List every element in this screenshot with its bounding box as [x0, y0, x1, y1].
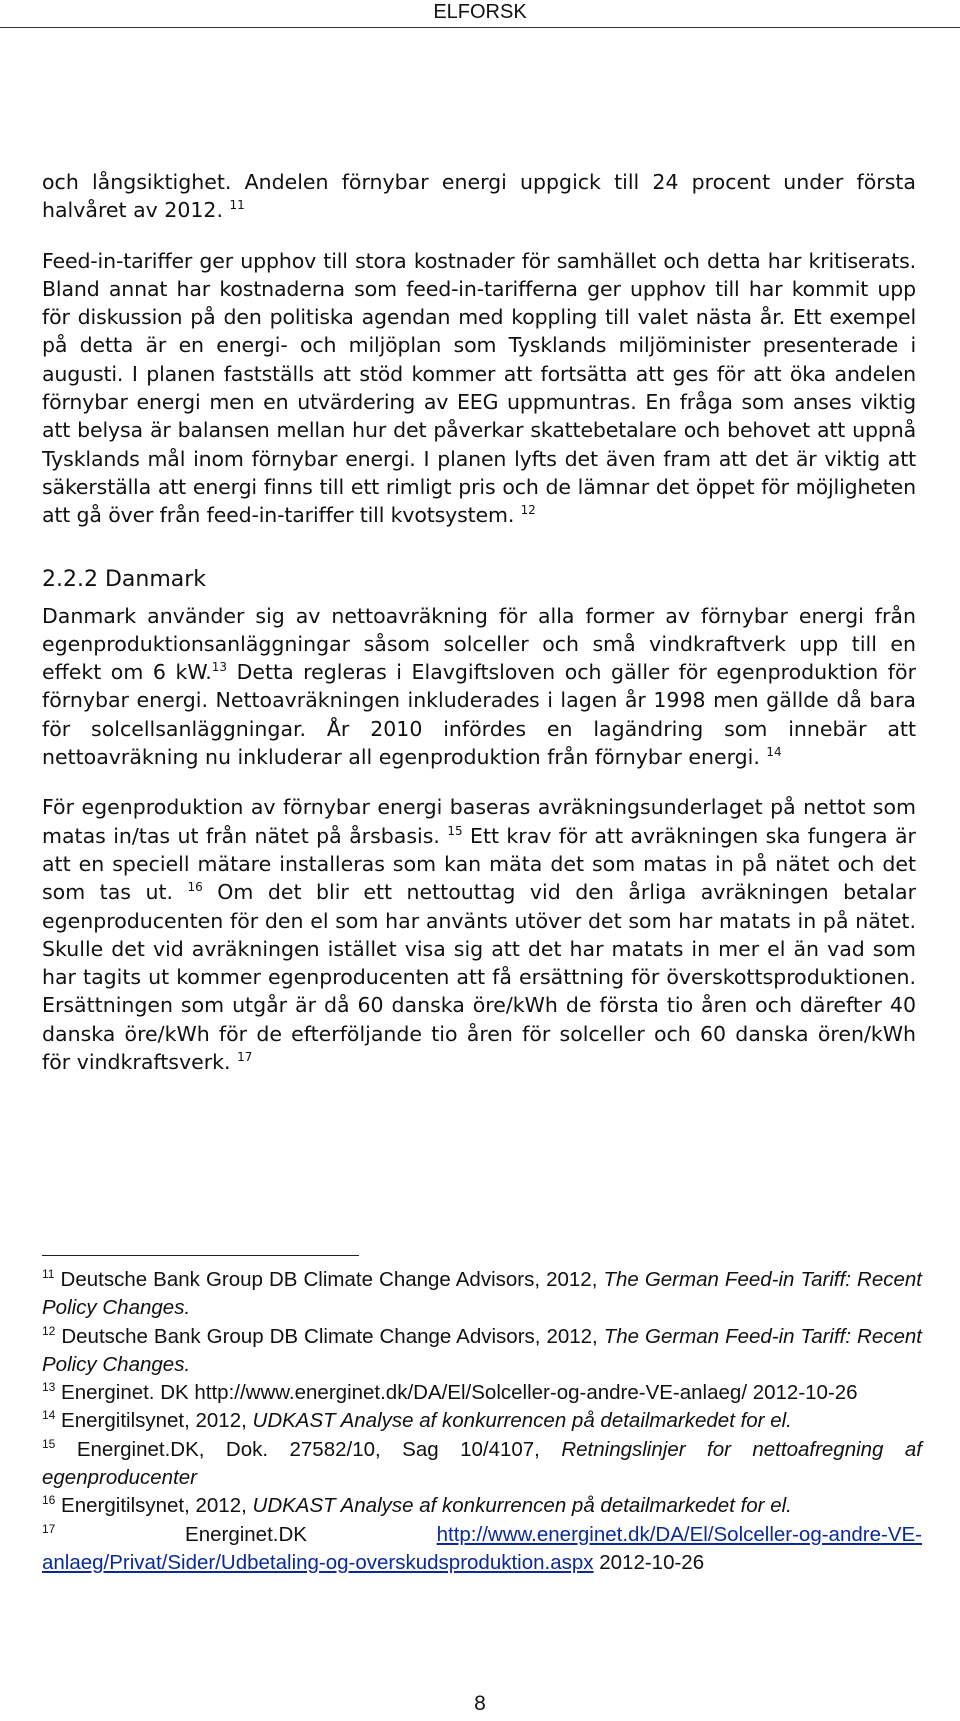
footnote-16: [42, 1492, 922, 1520]
footnote-14: [42, 1407, 922, 1435]
header-title: ELFORSK: [433, 1, 527, 23]
footnote-13: [42, 1379, 922, 1407]
footnote-text: Energinet.DK: [55, 1522, 437, 1546]
footnote-text: Deutsche Bank Group DB Climate Change Advisors, 2012,: [55, 1324, 604, 1348]
section-paragraph-1-text-b: Detta regleras i Elavgiftsloven och gäller för egenproduktion för förnybar energi. Nettoavräkningen inkluderades i lagen år 1998 men gällde då bara för solcellsanläggningar. År 2010 infördes en lagändring som innebär att nettoavräkning nu inkluderar all egenproduktion från förnybar energi.: [42, 660, 916, 770]
footnote-number: 15: [42, 1436, 56, 1451]
page-header: [0, 0, 960, 28]
footnote-title: The German Feed-in Tariff: Recent Policy Changes.: [42, 1324, 922, 1376]
section-paragraph-1: [42, 602, 916, 772]
intro-paragraph-2-text: Feed-in-tariffer ger upphov till stora kostnader för samhället och detta har kritiserats. Bland annat har kostnaderna som feed-in-tarifferna ger upphov till har kommit upp för diskussion på den politiska agendan med koppling till valet nästa år. Ett exempel på detta är en energi- och miljöplan som Tysklands miljöminister presenterade i augusti. I planen fastställs att stöd kommer att fortsätta att ges för att öka andelen förnybar energi men en utvärdering av EEG uppmuntras. En fråga som anses viktig att belysa är balansen mellan hur det påverkar skattebetalare och behovet att uppnå Tysklands mål inom förnybar energi. I planen lyfts det även fram att det är viktig att säkerställa att energi finns till ett rimligt pris och de lämnar det öppet för möjligheten att gå över från feed-in-tariffer till kvotsystem.: [42, 248, 916, 528]
footnote-number: 12: [42, 1323, 56, 1338]
body-text: [42, 168, 916, 1076]
footnote-number: 13: [42, 1380, 56, 1395]
footnote-ref-15[interactable]: 15: [447, 823, 463, 838]
footnote-title: UDKAST Analyse af konkurrencen på detailmarkedet for el.: [252, 1494, 792, 1518]
footnote-title: The German Feed-in Tariff: Recent Policy Changes.: [42, 1268, 922, 1320]
footnote-11: [42, 1266, 922, 1323]
footnote-text: Energinet. DK http://www.energinet.dk/DA/El/Solceller-og-andre-VE-anlaeg/ 2012-10-26: [55, 1381, 858, 1405]
footnote-ref-14[interactable]: 14: [766, 745, 782, 760]
footnote-text: Deutsche Bank Group DB Climate Change Advisors, 2012,: [54, 1268, 604, 1291]
footnote-ref-16[interactable]: 16: [187, 880, 203, 895]
section-heading: 2.2.2 Danmark: [42, 566, 207, 592]
footnote-link[interactable]: http://www.energinet.dk/DA/El/Solceller-og-andre-VE-anlaeg/Privat/Sider/Udbetaling-og-overskudsproduktion.aspx: [42, 1522, 922, 1574]
footnote-text: Energitilsynet, 2012,: [55, 1494, 253, 1518]
footnotes: [42, 1266, 922, 1577]
footnote-ref-11[interactable]: 11: [229, 198, 245, 213]
footnote-divider: [42, 1255, 359, 1256]
footnote-number: 16: [42, 1493, 56, 1508]
footnote-17: [42, 1521, 922, 1578]
section-paragraph-1-text-a: Danmark använder sig av nettoavräkning för alla former av förnybar energi från egenproduktionsanläggningar såsom solceller och små vindkraftverk upp till en effekt om 6 kW.: [42, 603, 916, 685]
section-paragraph-2-text-b: Ett krav för att avräkningen ska fungera är att en speciell mätare installeras som kan mäta det som matas in på nätet och det som tas ut.: [42, 823, 916, 905]
footnote-text: Energinet.DK, Dok. 27582/10, Sag 10/4107,: [55, 1437, 562, 1461]
footnote-number: 17: [42, 1521, 56, 1536]
footnote-number: 14: [42, 1408, 56, 1423]
intro-paragraph-2: [42, 247, 916, 530]
page-number: 8: [474, 1692, 486, 1715]
intro-paragraph-1-text: och långsiktighet. Andelen förnybar energi uppgick till 24 procent under första halvåret av 2012.: [42, 170, 916, 223]
footnote-title: Retningslinjer for nettoafregning af egenproducenter: [42, 1437, 923, 1490]
footnote-ref-13[interactable]: 13: [211, 660, 228, 675]
section-paragraph-2-text-a: För egenproduktion av förnybar energi baseras avräkningsunderlaget på nettot som matas in/tas ut från nätet på årsbasis.: [42, 795, 916, 848]
footnote-ref-12[interactable]: 12: [520, 503, 536, 518]
footnote-date: 2012-10-26: [593, 1550, 705, 1574]
footnote-ref-17[interactable]: 17: [237, 1050, 253, 1065]
section-paragraph-2: [42, 793, 916, 1076]
footnote-12: [42, 1323, 922, 1380]
section-paragraph-2-text-c: Om det blir ett nettouttag vid den årliga avräkningen betalar egenproducenten för den el som har använts utöver det som har matats in på nätet. Skulle det vid avräkningen istället visa sig att det har matats in mer el än vad som har tagits ut kommer egenproducenten att få ersättning för överskottsproduktionen. Ersättningen som utgår är då 60 danska öre/kWh de första tio åren och därefter 40 danska öre/kWh för de efterföljande tio åren för solceller och 60 danska ören/kWh för vindkraftsverk.: [42, 880, 916, 1075]
intro-paragraph-1: [42, 168, 916, 225]
footnote-title: UDKAST Analyse af konkurrencen på detailmarkedet for el.: [252, 1409, 792, 1433]
footnote-number: 11: [42, 1267, 55, 1282]
footnote-15: [42, 1436, 922, 1493]
footnote-text: Energitilsynet, 2012,: [55, 1409, 253, 1433]
